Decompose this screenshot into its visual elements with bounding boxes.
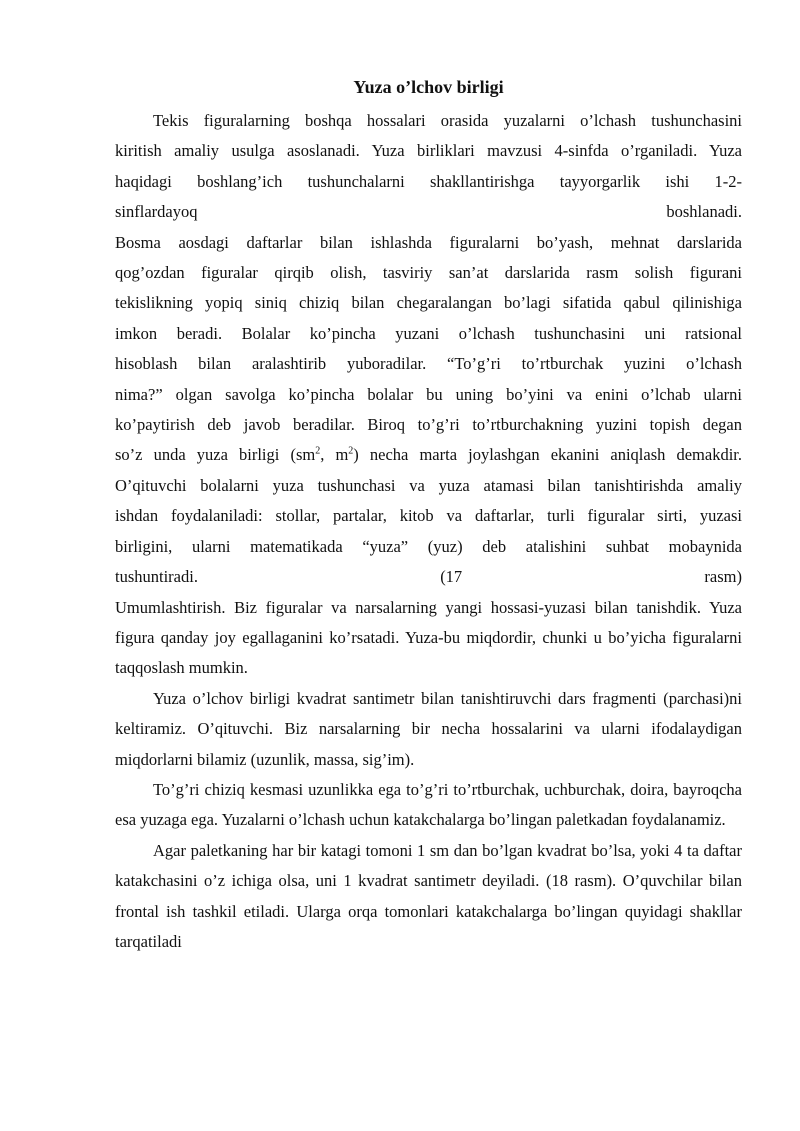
paragraph-square-centimeter: Agar paletkaning har bir katagi tomoni 1 sm dan bo’lgan kvadrat bo’lsa, yoki 4 ta daftar katakchasini o’z ichiga olsa, uni 1 kvadrat santimetr deyiladi. (18 rasm). O’quvchilar bilan frontal ish tashkil etiladi. Ularga orqa tomonlari katakchalarga bo’lingan quyidagi shakllar tarqatiladi xyxy=(115,840,742,951)
text-line: birligini, ularni matematikada “yuza” (yuz) deb atalishini suhbat mobaynida xyxy=(115,536,742,556)
text-fragment: boshlanadi. xyxy=(666,202,742,222)
text-line: haqidagi boshlang’ich tushunchalarni shakllantirishga tayyorgarlik ishi 1-2- xyxy=(115,171,742,191)
text-line: O’qituvchi bolalarni yuza tushunchasi va yuza atamasi bilan tanishtirishda amaliy xyxy=(115,475,742,495)
superscript: 2 xyxy=(315,445,321,457)
paragraph-body xyxy=(115,228,742,593)
text-fragment: so’z unda yuza birligi (sm xyxy=(115,445,316,465)
text-line: tekislikning yopiq siniq chiziq bilan chegaralangan bo’lagi sifatida qabul qilinishiga xyxy=(115,293,742,313)
superscript: 2 xyxy=(348,445,354,457)
text-line xyxy=(115,197,742,227)
text-fragment: (17 xyxy=(440,567,463,587)
text-fragment: tushuntiradi. xyxy=(115,567,198,587)
text-line: ishdan foydalaniladi: stollar, partalar, kitob va daftarlar, turli figuralar sirti, yuzasi xyxy=(115,506,742,526)
text-fragment: sinflardayoq xyxy=(115,202,198,222)
document-page xyxy=(115,70,742,957)
text-line: hisoblash bilan aralashtirib yuboradilar. “To’g’ri to’rtburchak yuzini o’lchash xyxy=(115,354,742,374)
text-fragment: rasm) xyxy=(704,567,742,587)
text-line: qog’ozdan figuralar qirqib olish, tasviriy san’at darslarida rasm solish figurani xyxy=(115,263,742,283)
text-line: Bosma aosdagi daftarlar bilan ishlashda figuralarni bo’yash, mehnat darslarida xyxy=(115,232,742,252)
text-line-with-superscripts xyxy=(115,440,742,470)
paragraph-lesson-fragment: Yuza o’lchov birligi kvadrat santimetr bilan tanishtiruvchi dars fragmenti (parchasi)ni keltiramiz. O’qituvchi. Biz narsalarning bir necha hossalarini va ularni ifodalaydigan miqdorlarni bilamiz (uzunlik, massa, sig’im). xyxy=(115,688,742,769)
text-line xyxy=(115,562,742,592)
text-line: kiritish amaliy usulga asoslanadi. Yuza birliklari mavzusi 4-sinfda o’rganiladi. Yuza xyxy=(115,141,742,161)
text-line: imkon beradi. Bolalar ko’pincha yuzani o’lchash tushunchasini uni ratsional xyxy=(115,323,742,343)
text-line: Tekis figuralarning boshqa hossalari orasida yuzalarni o’lchash tushunchasini xyxy=(153,111,742,130)
text-fragment: , m xyxy=(320,445,349,465)
paragraph-palette: To’g’ri chiziq kesmasi uzunlikka ega to’g’ri to’rtburchak, uchburchak, doira, bayroqcha esa yuzaga ega. Yuzalarni o’lchash uchun katakchalarga bo’lingan paletkadan foydalanamiz. xyxy=(115,779,742,830)
text-fragment: ) necha marta joylashgan ekanini aniqlash demakdir. xyxy=(353,445,743,465)
text-line: nima?” olgan savolga ko’pincha bolalar bu uning bo’yini va enini o’lchab ularni xyxy=(115,384,742,404)
paragraph-intro xyxy=(115,106,742,228)
paragraph-summary: Umumlashtirish. Biz figuralar va narsalarning yangi hossasi-yuzasi bilan tanishdik. Yuza figura qanday joy egallaganini ko’rsatadi. Yuza-bu miqdordir, chunki u bo’yicha figuralarni taqqoslash mumkin. xyxy=(115,597,742,678)
page-title: Yuza o’lchov birligi xyxy=(353,77,504,97)
text-line: ko’paytirish deb javob beradilar. Biroq to’g’ri to’rtburchakning yuzini topish degan xyxy=(115,415,742,435)
